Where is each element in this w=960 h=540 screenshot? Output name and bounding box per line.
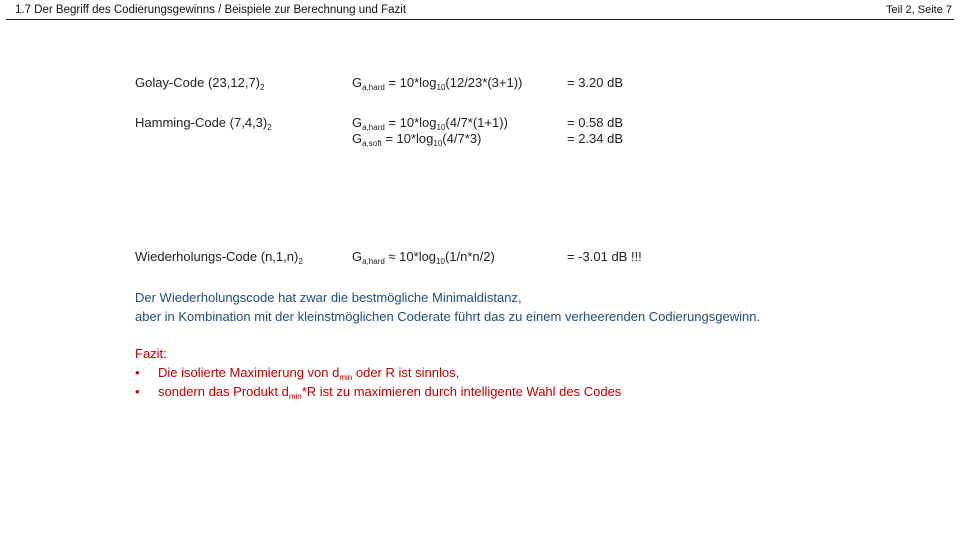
paragraph-line: Der Wiederholungscode hat zwar die bestmögliche Minimaldistanz, [135,290,522,305]
gain-formula-hard: $G_{a,hard} = 10*\log_{10}(4/7*(1+1))$ [352,115,508,132]
code-name: Hamming-Code $(7,4,3)_2$ [135,115,272,132]
gain-result-soft: = 2.34 dB [567,131,624,146]
conclusion-bullet: • sondern das Produkt $d_{min}*R$ ist zu maximieren durch intelligente Wahl des Codes [135,384,622,401]
gain-formula: $G_{a,hard} \approx 10*\log_{10}(1/n*n/2)$ [352,249,495,266]
bullet-marker: • [135,365,140,380]
slide-title: 1.7 Der Begriff des Codierungsgewinns / Beispiele zur Berechnung und Fazit [15,4,407,16]
gain-result: = 3.20 dB [567,75,624,90]
gain-formula: $G_{a,hard} = 10*\log_{10}(12/23*(3+1))$ [352,75,523,92]
gain-result-hard: = 0.58 dB [567,115,624,130]
header-divider [6,19,954,20]
conclusion-block [135,344,621,401]
paragraph-line: aber in Kombination mit der kleinstmöglichen Coderate führt das zu einem verheerenden Codierungsgewinn. [135,309,761,324]
gain-result: = -3.01 dB !!! [567,249,642,264]
conclusion-bullet: • Die isolierte Maximierung von $d_{min}$ oder R ist sinnlos, [135,365,460,382]
gain-formula-soft: $G_{a,soft} = 10*\log_{10}(4/7*3)$ [352,131,482,148]
conclusion-title: Fazit: [135,346,167,361]
bullet-marker: • [135,384,140,399]
code-name: Golay-Code $(23,12,7)_2$ [135,75,265,92]
code-name: Wiederholungs-Code $(n,1,n)_2$ [135,249,303,266]
page-indicator: Teil 2, Seite 7 [885,4,952,16]
explanation-paragraph [135,288,760,326]
